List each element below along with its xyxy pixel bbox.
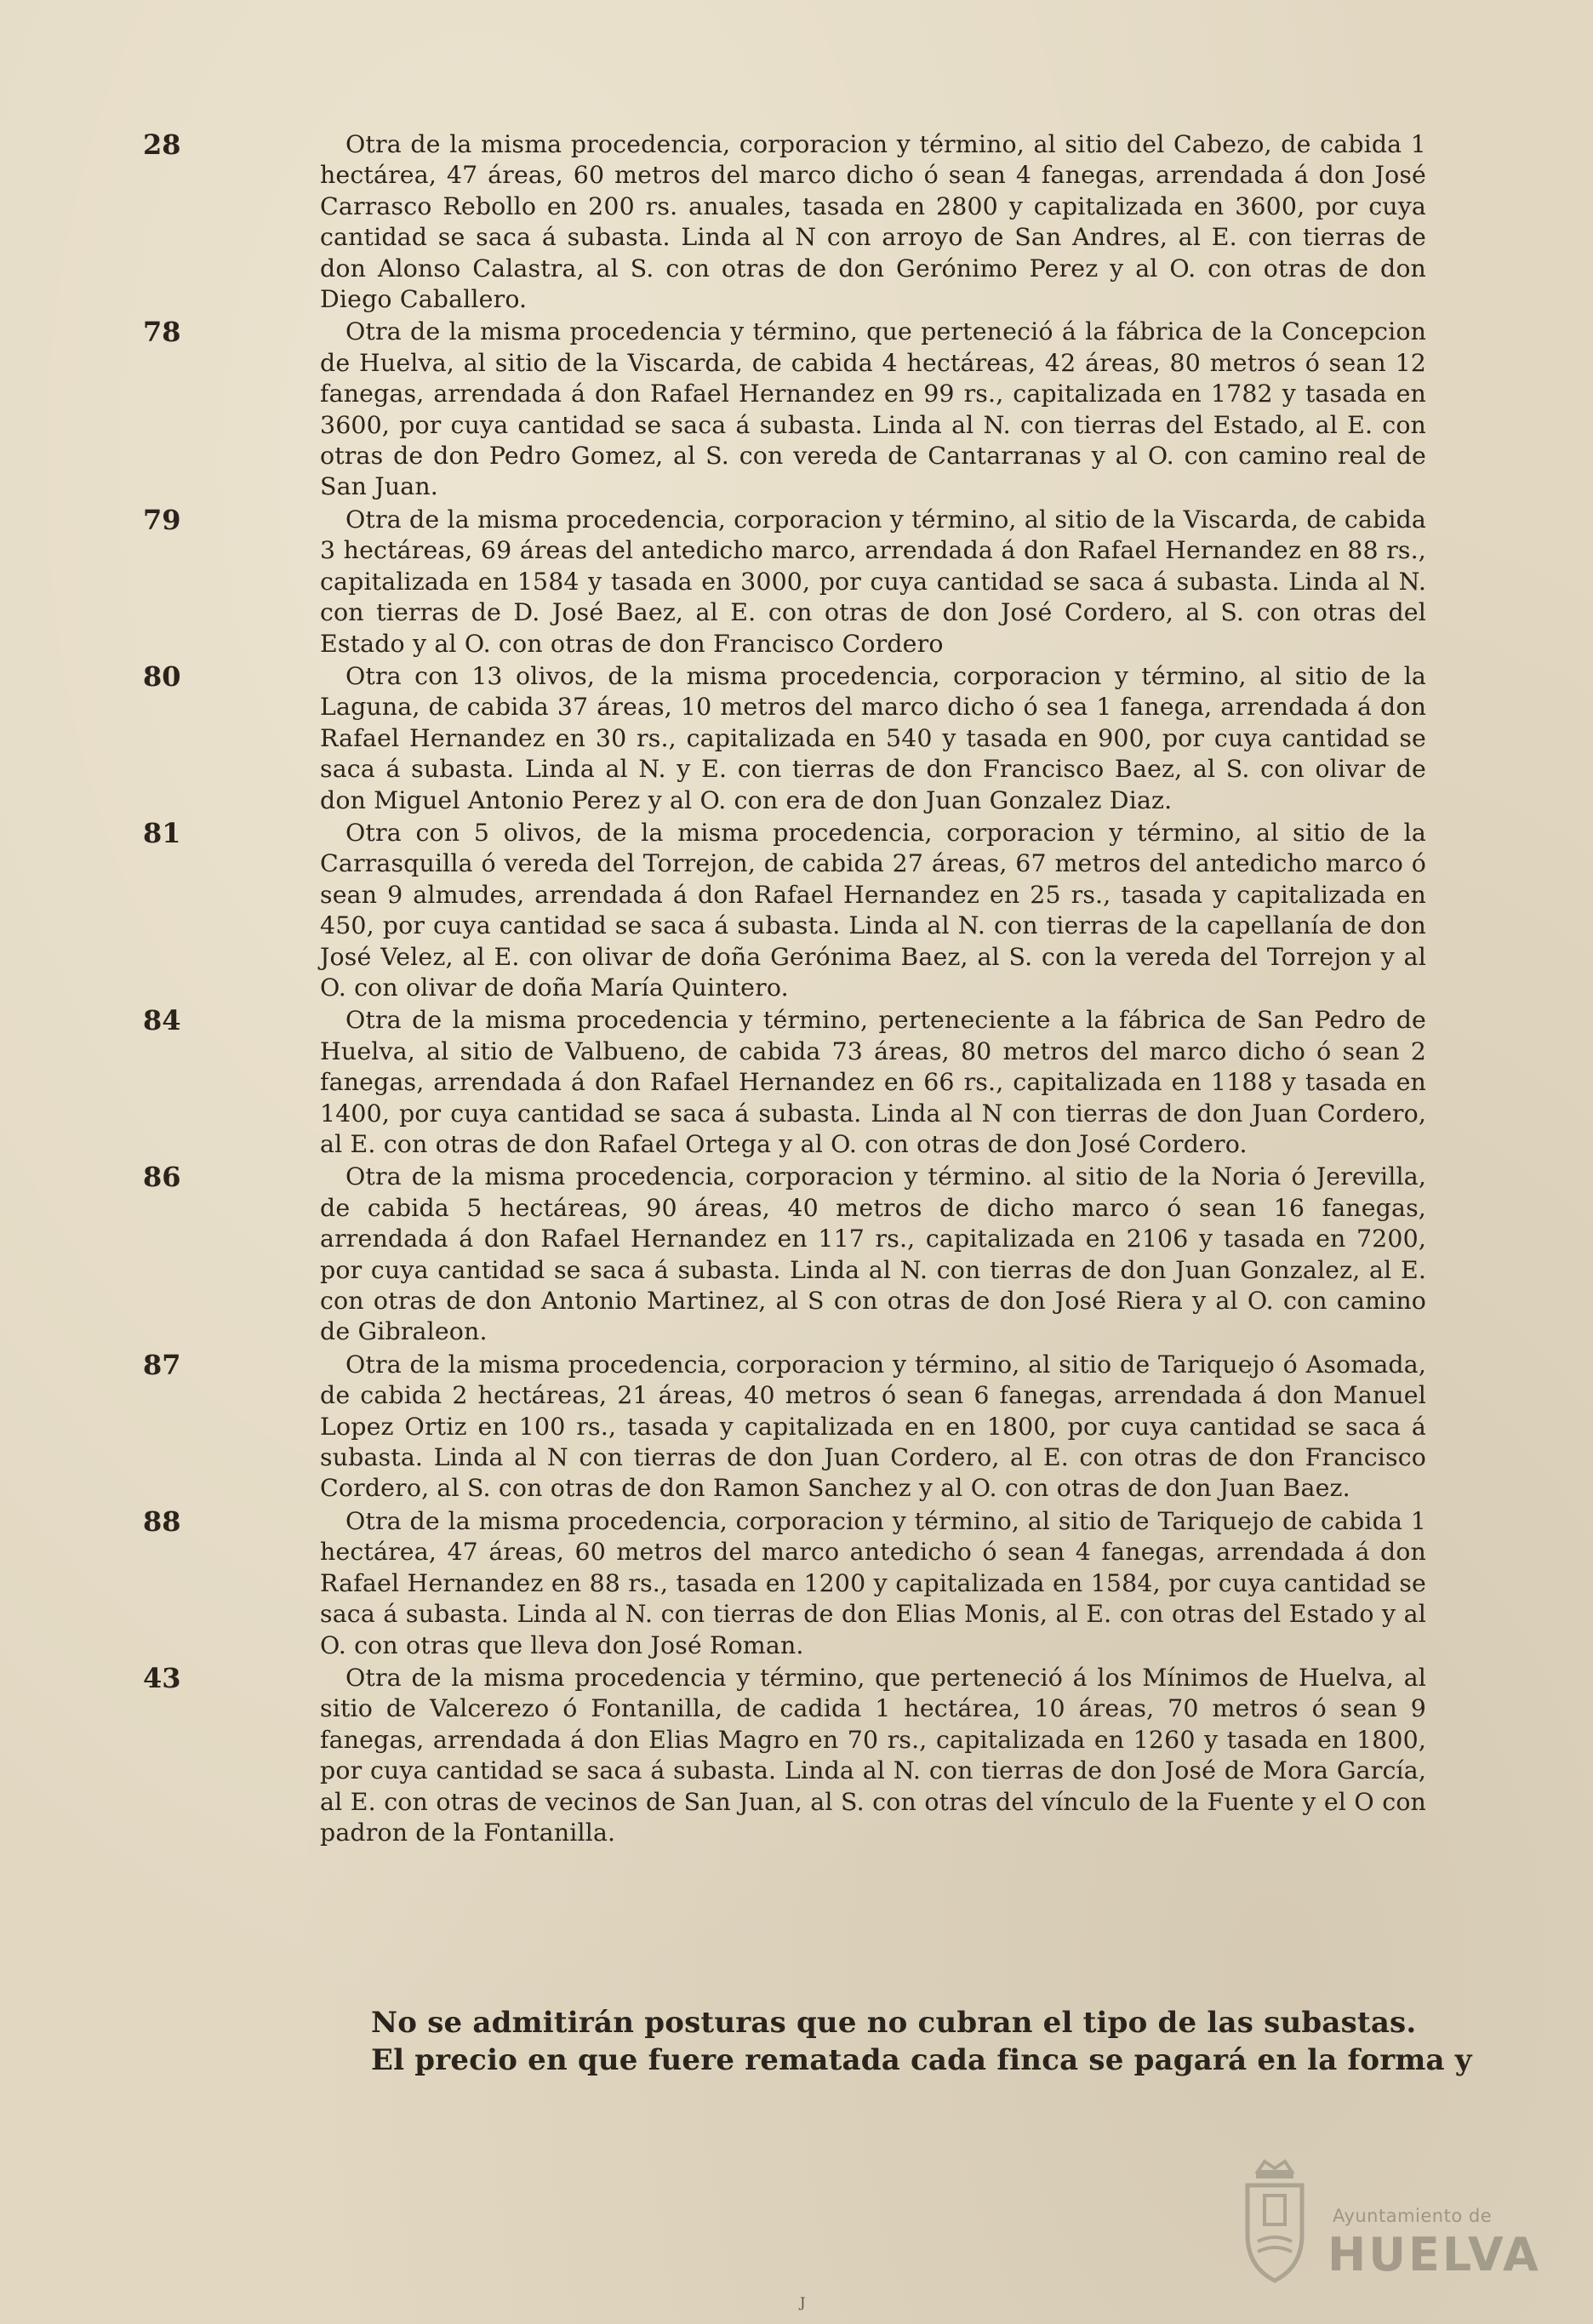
entry-80	[143, 660, 1426, 816]
entry-78	[143, 316, 1426, 502]
entry-number: 79	[143, 503, 181, 536]
entry-text: Otra de la misma procedencia y término, que perteneció á la fábrica de la Concepcion de Huelva, al sitio de la Viscarda, de cabida 4 hectáreas, 42 áreas, 80 metros ó sean 12 fanegas, arrendada á don Rafael Hernandez en 99 rs., capitalizada en 1782 y tasada en 3600, por cuya cantidad se saca á subasta. Linda al N. con tierras del Estado, al E. con otras de don Pedro Gomez, al S. con vereda de Cantarranas y al O. con camino real de San Juan.	[320, 317, 1426, 501]
entry-number: 43	[143, 1661, 181, 1694]
entry-text: Otra de la misma procedencia, corporacion y término, al sitio de Tariquejo de cabida 1 hectárea, 47 áreas, 60 metros del marco antedicho ó sean 4 fanegas, arrendada á don Rafael Hernandez en 88 rs., tasada en 1200 y capitalizada en 1584, por cuya cantidad se saca á subasta. Linda al N. con tierras de don Elias Monis, al E. con otras del Estado y al O. con otras que lleva don José Roman.	[320, 1506, 1426, 1659]
entry-number: 84	[143, 1004, 181, 1037]
entry-number: 78	[143, 316, 181, 349]
entry-text: Otra de la misma procedencia y término, que perteneció á los Mínimos de Huelva, al sitio de Valcerezo ó Fontanilla, de cadida 1 hectárea, 10 áreas, 70 metros ó sean 9 fanegas, arrendada á don Elias Magro en 70 rs., capitalizada en 1260 y tasada en 1800, por cuya cantidad se saca á subasta. Linda al N. con tierras de don José de Mora García, al E. con otras de vecinos de San Juan, al S. con otras del vínculo de la Fuente y el O con padron de la Fontanilla.	[320, 1663, 1426, 1847]
entry-text: Otra de la misma procedencia, corporacion y término, al sitio de la Viscarda, de cabida 3 hectáreas, 69 áreas del antedicho marco, arrendada á don Rafael Hernandez en 88 rs., capitalizada en 1584 y tasada en 3000, por cuya cantidad se saca á subasta. Linda al N. con tierras de D. José Baez, al E. con otras de don José Cordero, al S. con otras del Estado y al O. con otras de don Francisco Cordero	[320, 505, 1426, 658]
entry-86	[143, 1161, 1426, 1347]
closing-paragraph	[371, 2004, 1472, 2079]
entry-79	[143, 503, 1426, 660]
entry-text: Otra de la misma procedencia, corporacion y término. al sitio de la Noria ó Jerevilla, de cabida 5 hectáreas, 90 áreas, 40 metros de dicho marco ó sean 16 fanegas, arrendada á don Rafael Hernandez en 117 rs., capitalizada en 2106 y tasada en 7200, por cuya cantidad se saca á subasta. Linda al N. con tierras de don Juan Gonzalez, al E. con otras de don Antonio Martinez, al S con otras de don José Riera y al O. con camino de Gibraleon.	[320, 1162, 1426, 1346]
entry-81	[143, 816, 1426, 1003]
entry-84	[143, 1004, 1426, 1160]
entry-43	[143, 1661, 1426, 1848]
page-mark: J	[800, 2294, 806, 2310]
watermark-subtitle: Ayuntamiento de	[1333, 2206, 1493, 2226]
coat-of-arms-icon	[1232, 2156, 1317, 2284]
entry-87	[143, 1348, 1426, 1505]
entry-text: Otra con 13 olivos, de la misma procedencia, corporacion y término, al sitio de la Laguna, de cabida 37 áreas, 10 metros del marco dicho ó sea 1 fanega, arrendada á don Rafael Hernandez en 30 rs., capitalizada en 540 y tasada en 900, por cuya cantidad se saca á subasta. Linda al N. y E. con tierras de don Francisco Baez, al S. con olivar de don Miguel Antonio Perez y al O. con era de don Juan Gonzalez Diaz.	[320, 661, 1426, 814]
entries-column	[143, 128, 1426, 1850]
entry-number: 87	[143, 1348, 181, 1381]
closing-line-1: No se admitirán posturas que no cubran el tipo de las subastas.	[371, 2006, 1417, 2040]
watermark-name: HUELVA	[1328, 2228, 1541, 2281]
entry-number: 86	[143, 1161, 181, 1194]
entry-text: Otra de la misma procedencia y término, perteneciente a la fábrica de San Pedro de Huelva, al sitio de Valbueno, de cabida 73 áreas, 80 metros del marco dicho ó sean 2 fanegas, arrendada á don Rafael Hernandez en 66 rs., capitalizada en 1188 y tasada en 1400, por cuya cantidad se saca á subasta. Linda al N con tierras de don Juan Cordero, al E. con otras de don Rafael Ortega y al O. con otras de don José Cordero.	[320, 1006, 1426, 1158]
entry-number: 80	[143, 660, 181, 693]
entry-number: 28	[143, 128, 181, 161]
closing-line-2: El precio en que fuere rematada cada finca se pagará en la forma y	[371, 2043, 1472, 2077]
entry-28	[143, 128, 1426, 315]
entry-text: Otra de la misma procedencia, corporacion y término, al sitio del Cabezo, de cabida 1 hectárea, 47 áreas, 60 metros del marco dicho ó sean 4 fanegas, arrendada á don José Carrasco Rebollo en 200 rs. anuales, tasada en 2800 y capitalizada en 3600, por cuya cantidad se saca á subasta. Linda al N con arroyo de San Andres, al E. con tierras de don Alonso Calastra, al S. con otras de don Gerónimo Perez y al O. con otras de don Diego Caballero.	[320, 130, 1426, 314]
entry-number: 81	[143, 816, 181, 849]
entry-number: 88	[143, 1505, 181, 1538]
entry-88	[143, 1505, 1426, 1661]
watermark-logo	[1232, 2153, 1539, 2298]
entry-text: Otra con 5 olivos, de la misma procedencia, corporacion y término, al sitio de la Carrasquilla ó vereda del Torrejon, de cabida 27 áreas, 67 metros del antedicho marco ó sean 9 almudes, arrendada á don Rafael Hernandez en 25 rs., tasada y capitalizada en 450, por cuya cantidad se saca á subasta. Linda al N. con tierras de la capellanía de don José Velez, al E. con olivar de doña Gerónima Baez, al S. con la vereda del Torrejon y al O. con olivar de doña María Quintero.	[320, 818, 1426, 1002]
entry-text: Otra de la misma procedencia, corporacion y término, al sitio de Tariquejo ó Asomada, de cabida 2 hectáreas, 21 áreas, 40 metros ó sean 6 fanegas, arrendada á don Manuel Lopez Ortiz en 100 rs., tasada y capitalizada en en 1800, por cuya cantidad se saca á subasta. Linda al N con tierras de don Juan Cordero, al E. con otras de don Francisco Cordero, al S. con otras de don Ramon Sanchez y al O. con otras de don Juan Baez.	[320, 1350, 1426, 1503]
